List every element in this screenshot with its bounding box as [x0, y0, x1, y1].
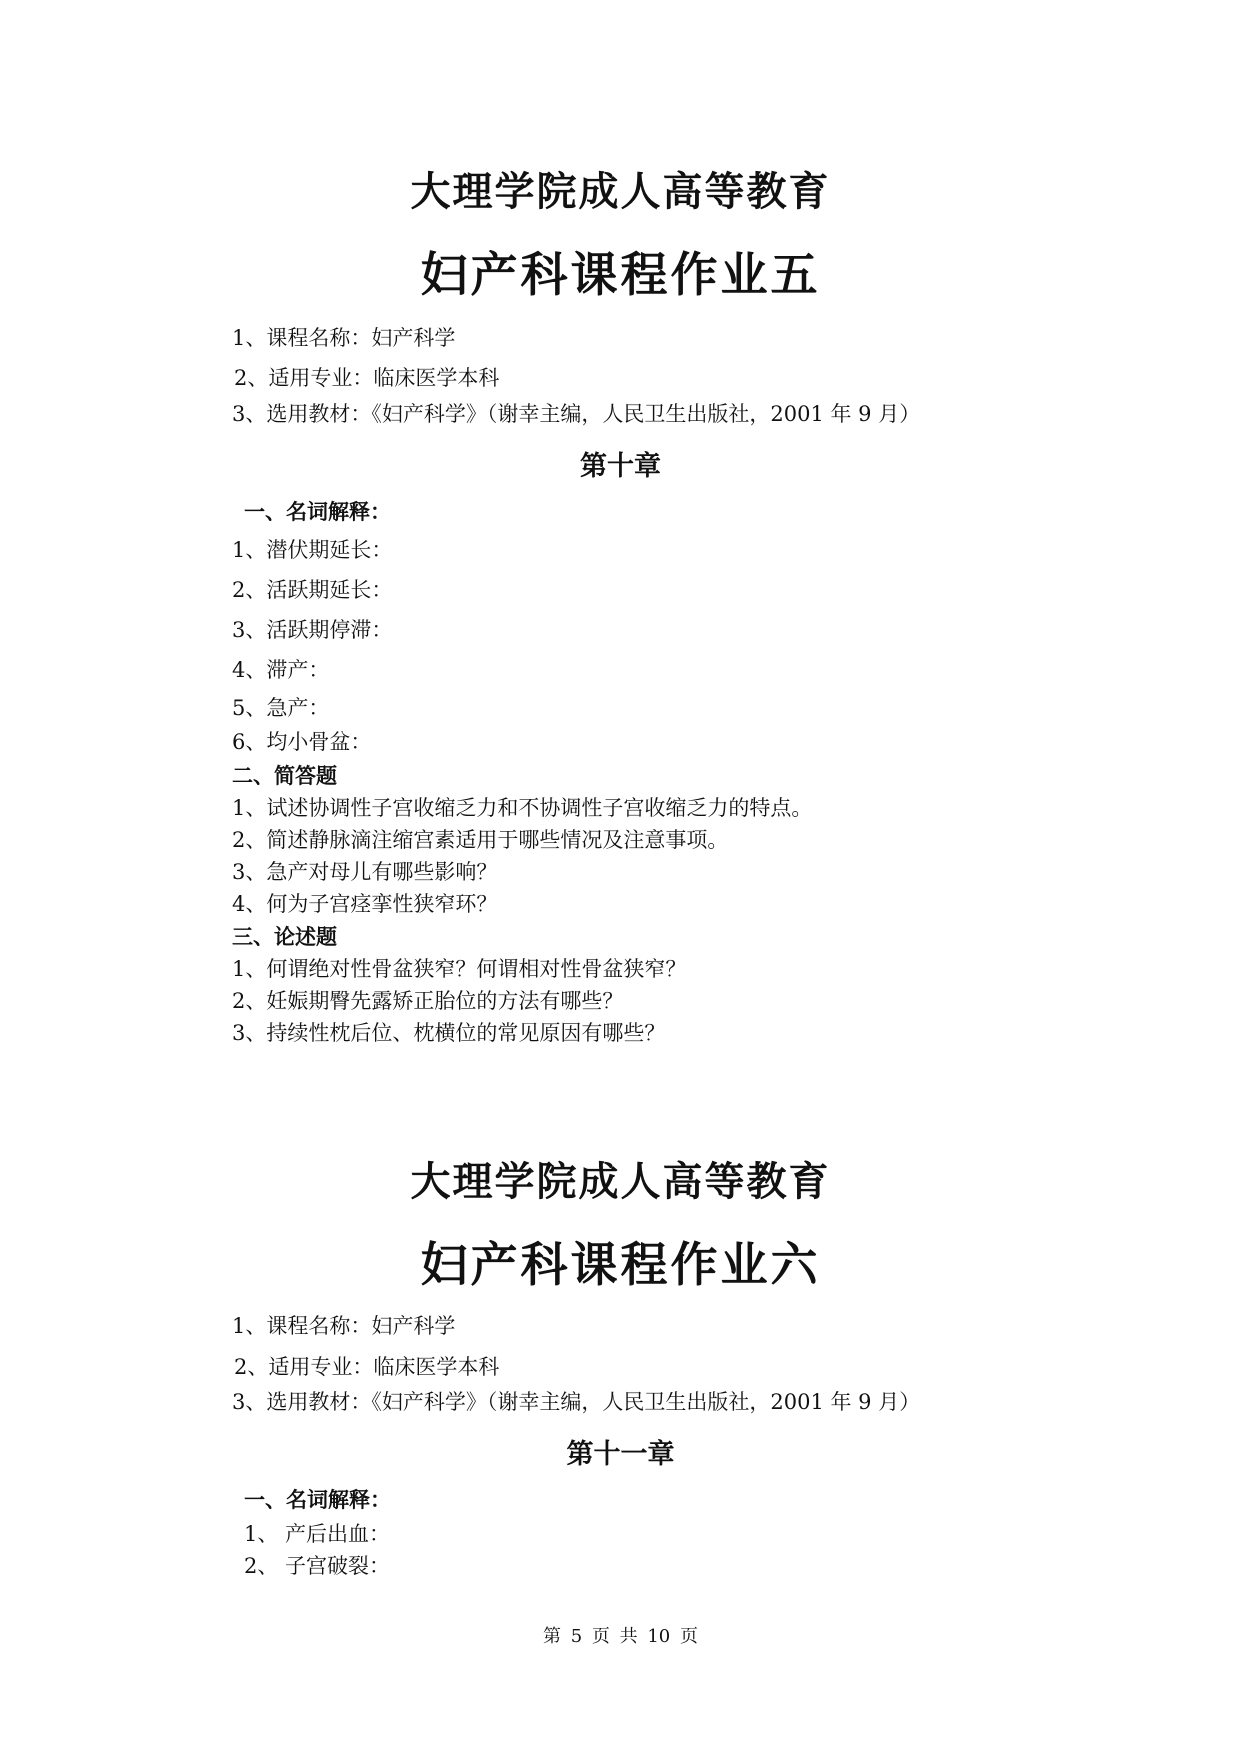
- list-item: 3、持续性枕后位、枕横位的常见原因有哪些？: [232, 1021, 666, 1045]
- list-item: 2、简述静脉滴注缩宫素适用于哪些情况及注意事项。: [232, 828, 729, 852]
- list-item: 2、活跃期延长：: [232, 578, 393, 602]
- course-title: 妇产科课程作业五: [420, 248, 821, 303]
- school-title: 大理学院成人高等教育: [410, 1159, 831, 1205]
- info-line: 1、课程名称：妇产科学: [232, 326, 456, 350]
- section-heading: 一、名词解释：: [244, 500, 391, 524]
- section-heading: 三、论述题: [232, 925, 337, 949]
- info-line: 3、选用教材：《妇产科学》（谢幸主编，人民卫生出版社，2001 年 9 月）: [232, 1390, 921, 1414]
- list-item: 4、何为子宫痉挛性狭窄环？: [232, 892, 498, 916]
- section-heading: 一、名词解释：: [244, 1488, 391, 1512]
- list-item: 1、潜伏期延长：: [232, 538, 393, 562]
- list-item: 2、妊娠期臀先露矫正胎位的方法有哪些？: [232, 989, 624, 1013]
- list-item: 3、活跃期停滞：: [232, 618, 393, 642]
- list-item: 5、急产：: [232, 696, 330, 720]
- list-item: 4、滞产：: [232, 658, 330, 682]
- list-item: 2、 子宫破裂：: [244, 1554, 391, 1578]
- course-title: 妇产科课程作业六: [420, 1238, 821, 1293]
- chapter-heading: 第十一章: [566, 1439, 675, 1470]
- page-indicator: 第 5 页 共 10 页: [543, 1626, 698, 1647]
- list-item: 1、试述协调性子宫收缩乏力和不协调性子宫收缩乏力的特点。: [232, 796, 813, 820]
- info-line: 1、课程名称：妇产科学: [232, 1314, 456, 1338]
- info-line: 3、选用教材：《妇产科学》（谢幸主编，人民卫生出版社，2001 年 9 月）: [232, 402, 921, 426]
- list-item: 6、均小骨盆：: [232, 730, 372, 754]
- info-line: 2、适用专业：临床医学本科: [234, 1355, 500, 1379]
- section-heading: 二、简答题: [232, 764, 337, 788]
- list-item: 1、何谓绝对性骨盆狭窄？何谓相对性骨盆狭窄？: [232, 957, 687, 981]
- info-line: 2、适用专业：临床医学本科: [234, 366, 500, 390]
- list-item: 3、急产对母儿有哪些影响？: [232, 860, 498, 884]
- chapter-heading: 第十章: [580, 451, 661, 482]
- list-item: 1、 产后出血：: [244, 1522, 391, 1546]
- school-title: 大理学院成人高等教育: [410, 169, 831, 215]
